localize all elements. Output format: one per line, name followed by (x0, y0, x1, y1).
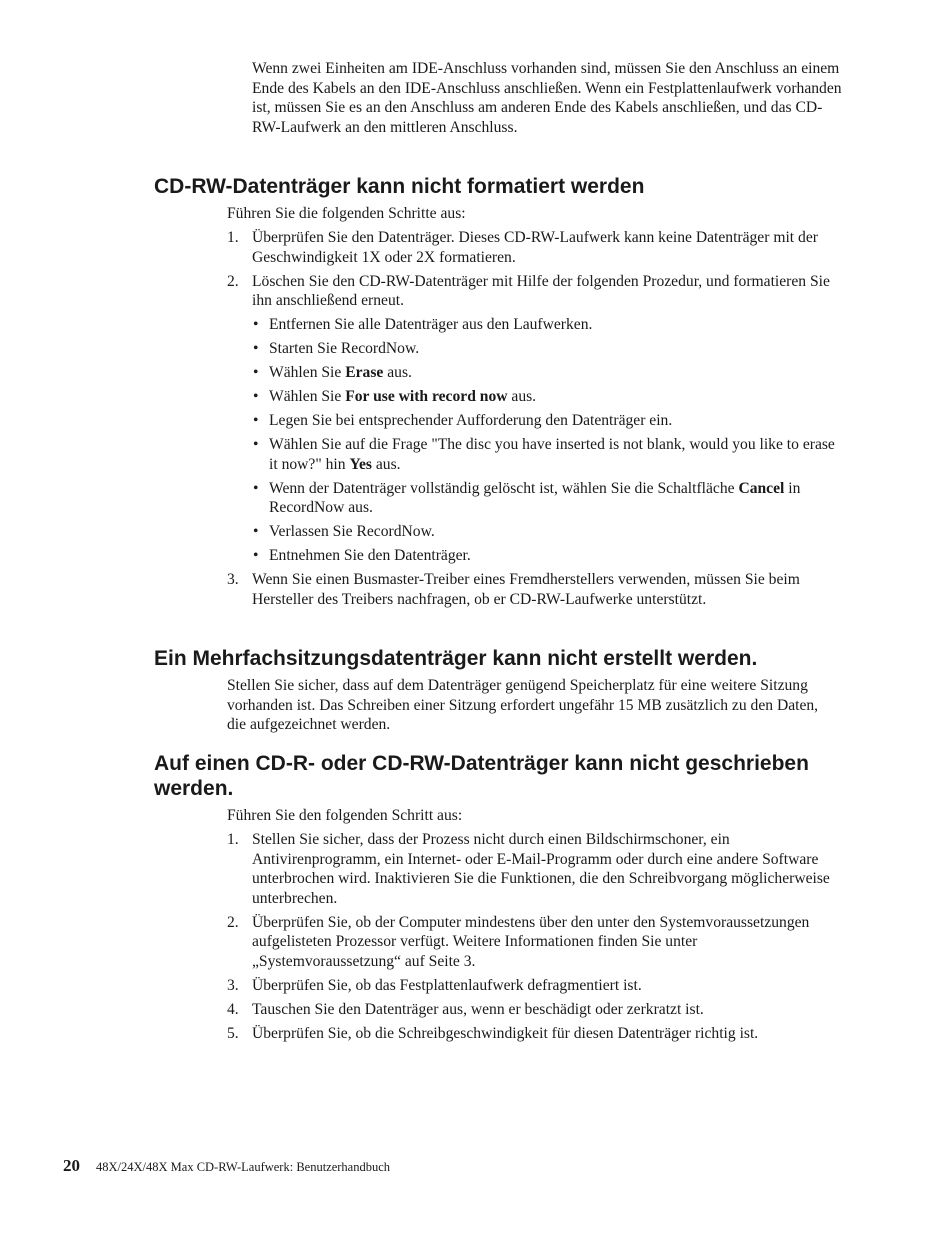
bullet-text: Wenn der Datenträger vollständig gelöscht ist, wählen Sie die Schaltfläche (269, 479, 739, 497)
bullet-text: Starten Sie RecordNow. (269, 340, 420, 357)
bullet-bold-term: Yes (349, 455, 372, 473)
document-title: 48X/24X/48X Max CD-RW-Laufwerk: Benutzerhandbuch (96, 1160, 391, 1174)
list-item (227, 913, 837, 972)
page-number: 20 (63, 1156, 80, 1175)
section-body-multisession: Stellen Sie sicher, dass auf dem Datenträger genügend Speicherplatz für eine weitere Sitzung vorhanden ist. Das Schreiben einer Sitzung erfordert ungefähr 15 MB zusätzlich zu den Daten, die aufgezeichnet werden. (227, 677, 819, 733)
bullet-text: Entfernen Sie alle Datenträger aus den Laufwerken. (269, 316, 593, 333)
bullet-text: Wählen Sie (269, 364, 346, 381)
bullet-text: in RecordNow aus. (269, 479, 801, 516)
bullet-icon: • (253, 412, 259, 429)
bullet-icon: • (253, 340, 259, 357)
bullet-item (252, 387, 837, 407)
bullet-item (252, 546, 837, 566)
step-number: 1. (227, 229, 239, 246)
step-text: Überprüfen Sie, ob die Schreibgeschwindigkeit für diesen Datenträger richtig ist. (252, 1024, 759, 1042)
step-number: 2. (227, 272, 239, 290)
bullet-item (252, 479, 837, 518)
section-heading-multisession: Ein Mehrfachsitzungsdatenträger kann nicht erstellt werden. (154, 647, 758, 670)
bullet-icon: • (253, 547, 259, 564)
step-number: 4. (227, 1000, 239, 1018)
step-number: 3. (227, 571, 239, 588)
bullet-text: Verlassen Sie RecordNow. (269, 523, 435, 540)
bullet-text: Legen Sie bei entsprechender Aufforderung den Datenträger ein. (269, 412, 673, 429)
list-item (227, 976, 837, 996)
page-footer (63, 1156, 390, 1176)
step-text: Löschen Sie den CD-RW-Datenträger mit Hilfe der folgenden Prozedur, und formatieren Sie ihn anschließend erneut. (252, 272, 830, 309)
step-text: Überprüfen Sie, ob der Computer mindestens über den unter den Systemvoraussetzungen aufgelisteten Prozessor verfügt. Weitere Informationen finden Sie unter „Systemvoraussetzung“ auf Seite 3. (252, 913, 810, 970)
section-lead-format: Führen Sie die folgenden Schritte aus: (227, 205, 466, 222)
bullet-icon: • (253, 364, 259, 381)
bullet-icon: • (253, 436, 259, 453)
step-number: 1. (227, 831, 239, 848)
bullet-icon: • (253, 316, 259, 333)
step-text: Wenn Sie einen Busmaster-Treiber eines Fremdherstellers verwenden, müssen Sie beim Hersteller des Treibers nachfragen, ob er CD-RW-Laufwerke unterstützt. (252, 571, 800, 608)
bullet-item (252, 315, 837, 335)
step-text: Stellen Sie sicher, dass der Prozess nicht durch einen Bildschirmschoner, ein Antivirenprogramm, ein Internet- oder E-Mail-Programm oder durch eine andere Software unterbrochen wird. Inaktivieren Sie die Funktionen, die den Schreibvorgang möglicherweise unterbrechen. (252, 831, 830, 907)
bullet-text: aus. (383, 364, 412, 381)
bullet-bold-term: Cancel (738, 479, 785, 497)
step-text: Tauschen Sie den Datenträger aus, wenn er beschädigt oder zerkratzt ist. (252, 1000, 704, 1018)
bullet-bold-term: For use with record now (345, 388, 508, 405)
bullet-icon: • (253, 479, 259, 497)
bullet-item (252, 411, 837, 431)
bullet-text: Wählen Sie (269, 388, 346, 405)
list-item (227, 1024, 837, 1044)
step-text: Überprüfen Sie, ob das Festplattenlaufwerk defragmentiert ist. (252, 976, 642, 994)
list-item (227, 228, 837, 267)
section-heading-format: CD-RW-Datenträger kann nicht formatiert werden (154, 175, 645, 198)
bullet-item (252, 363, 837, 383)
steps-list-write (227, 830, 837, 1048)
bullet-text: Wählen Sie auf die Frage "The disc you have inserted is not blank, would you like to erase it now?" hin (269, 436, 835, 473)
bullet-text: aus. (507, 388, 537, 405)
step-number: 2. (227, 913, 239, 931)
bullet-text: aus. (371, 455, 401, 473)
section-heading-write: Auf einen CD-R- oder CD-RW-Datenträger kann nicht geschrieben werden. (154, 752, 809, 800)
bullet-item (252, 435, 837, 474)
intro-paragraph: Wenn zwei Einheiten am IDE-Anschluss vorhanden sind, müssen Sie den Anschluss an einem Ende des Kabels an den IDE-Anschluss anschließen. Wenn ein Festplattenlaufwerk vorhanden ist, müssen Sie es an den Anschluss am anderen Ende des Kabels anschließen, und das CD-RW-Laufwerk an den mittleren Anschluss. (252, 60, 842, 136)
bullet-icon: • (253, 388, 259, 405)
step-number: 3. (227, 976, 239, 994)
step-text: Überprüfen Sie den Datenträger. Dieses CD-RW-Laufwerk kann keine Datenträger mit der Geschwindigkeit 1X oder 2X formatieren. (252, 229, 818, 266)
list-item (227, 570, 837, 609)
step-number: 5. (227, 1024, 239, 1042)
bullet-text: Entnehmen Sie den Datenträger. (269, 547, 471, 564)
bullet-bold-term: Erase (345, 364, 384, 381)
section-lead-write: Führen Sie den folgenden Schritt aus: (227, 807, 463, 824)
bullet-icon: • (253, 523, 259, 540)
list-item (227, 1000, 837, 1020)
erase-procedure-list (252, 315, 837, 566)
list-item (227, 272, 837, 566)
list-item (227, 830, 837, 908)
bullet-item (252, 339, 837, 359)
steps-list-format (227, 228, 837, 614)
bullet-item (252, 522, 837, 542)
